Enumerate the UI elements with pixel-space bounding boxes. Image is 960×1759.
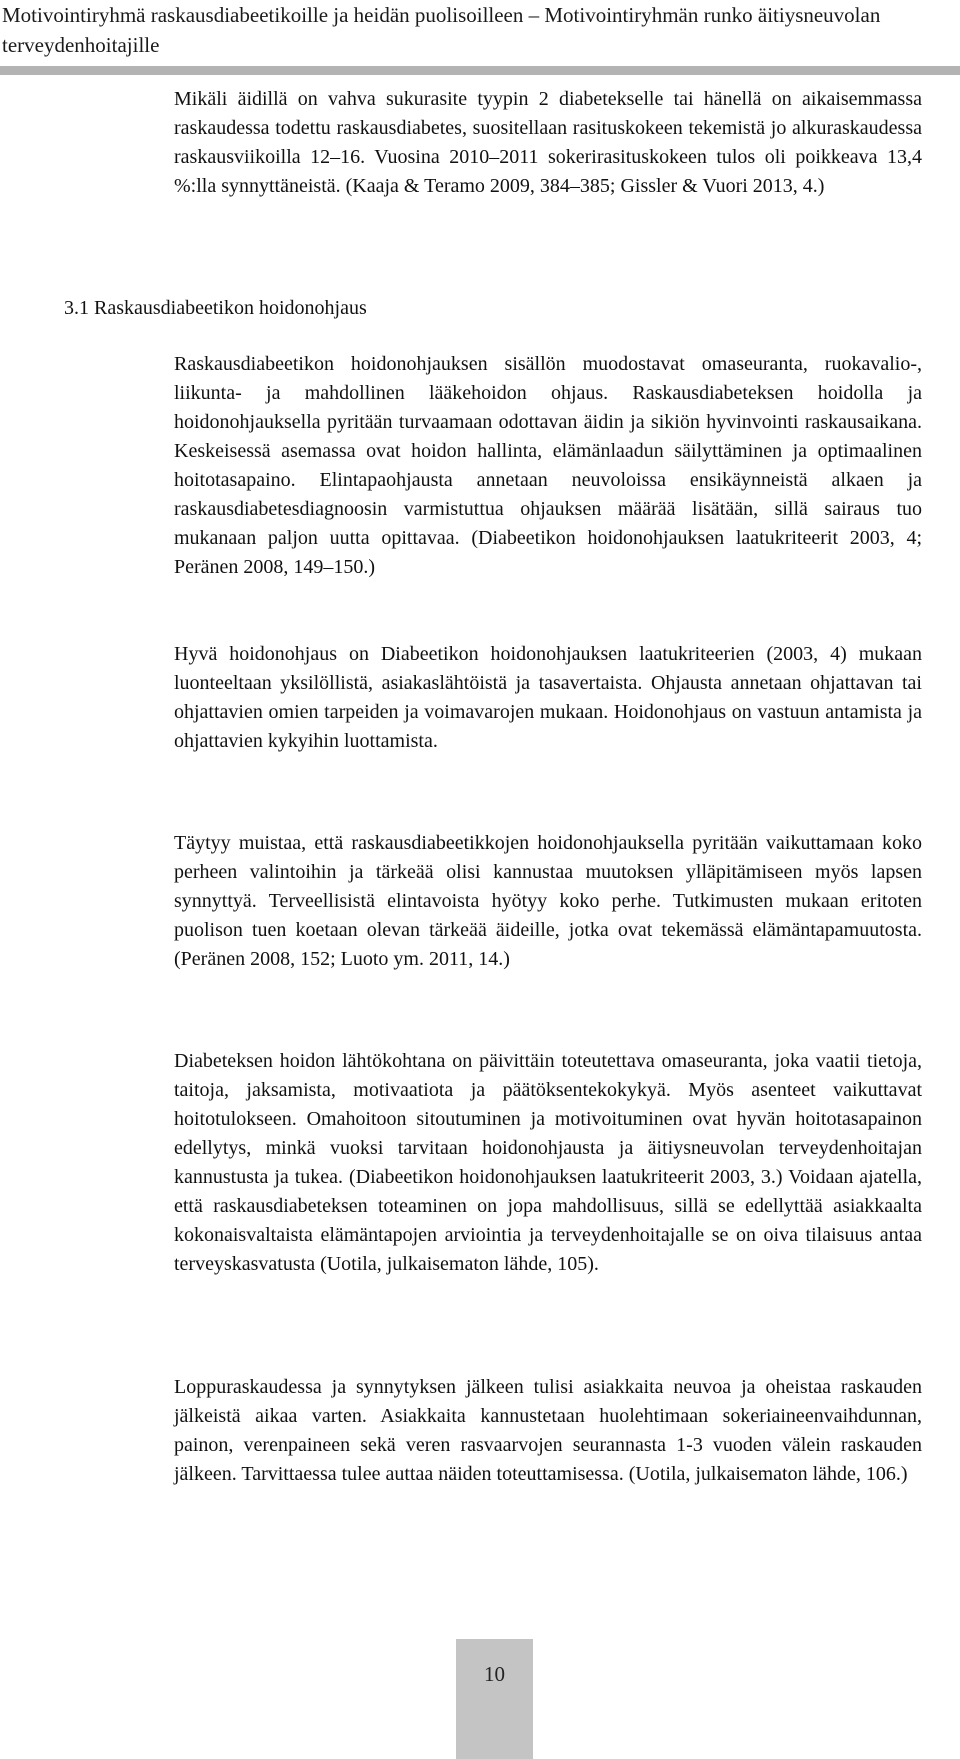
paragraph: Loppuraskaudessa ja synnytyksen jälkeen tulisi asiakkaita neuvoa ja oheistaa raskauden jälkeistä aikaa varten. Asiakkaita kannustetaan huolehtimaan sokeriaineenvaihdunnan, painon, verenpaineen sekä veren rasvaarvojen seurannasta 1-3 vuoden välein raskauden jälkeen. Tarvittaessa tulee auttaa näiden toteuttamisessa. (Uotila, julkaisematon lähde, 106.) [174, 1376, 922, 1485]
paragraph: Raskausdiabeetikon hoidonohjauksen sisällön muodostavat omaseuranta, ruokavalio-, liikunta- ja mahdollinen lääkehoidon ohjaus. Raskausdiabeteksen hoidolla ja hoidonohjauksella pyritään turvaamaan odottavan äidin ja sikiön hyvinvointi raskausaikana. Keskeisessä asemassa ovat hoidon hallinta, elämänlaadun säilyttäminen ja optimaalinen hoitotasapaino. Elintapaohjausta annetaan neuvoloissa ensikäynneistä alkaen ja raskausdiabetesdiagnoosin varmistuttua ohjauksen määrää lisätään, sillä sairaus tuo mukanaan paljon uutta opittavaa. (Diabeetikon hoidonohjauksen laatukriteerit 2003, 4; Peränen 2008, 149–150.) [174, 353, 922, 578]
page-number: 10 [484, 1662, 505, 1686]
paragraph: Diabeteksen hoidon lähtökohtana on päivittäin toteutettava omaseuranta, joka vaatii tietoja, taitoja, jaksamista, motivaatiota ja päätöksentekokykyä. Myös asenteet vaikuttavat hoitotulokseen. Omahoitoon sitoutuminen ja motivoituminen ovat hyvän hoitotasapainon edellytys, minkä vuoksi tarvitaan hoidonohjausta ja äitiysneuvolan terveydenhoitajan kannustusta ja tukea. (Diabeetikon hoidonohjauksen laatukriteerit 2003, 3.) Voidaan ajatella, että raskausdiabeteksen toteaminen on jopa mahdollisuus, sillä se edellyttää asiakkaalta kokonaisvaltaista elämäntapojen arviointia ja terveydenhoitajalle se on oiva tilaisuus antaa terveyskasvatusta (Uotila, julkaisematon lähde, 105). [174, 1050, 922, 1275]
paragraph: Hyvä hoidonohjaus on Diabeetikon hoidonohjauksen laatukriteerien (2003, 4) mukaan luonteeltaan yksilöllistä, asiakaslähtöistä ja tasavertaista. Ohjausta annetaan ohjattavan tai ohjattavien omien tarpeiden ja voimavarojen mukaan. Hoidonohjaus on vastuun antamista ja ohjattavien kykyihin luottamista. [174, 643, 922, 752]
paragraph: Täytyy muistaa, että raskausdiabeetikkojen hoidonohjauksella pyritään vaikuttamaan koko perheen valintoihin ja tärkeää olisi kannustaa muutoksen ylläpitämiseen myös lapsen synnyttyä. Terveellisistä elintavoista hyötyy koko perhe. Tutkimusten mukaan eritoten puolison tuen koetaan olevan tärkeää äideille, jotka ovat tekemässä elämäntapamuutosta. (Peränen 2008, 152; Luoto ym. 2011, 14.) [174, 832, 922, 970]
section-title: Raskausdiabeetikon hoidonohjaus [94, 297, 367, 319]
page-number-box [456, 1639, 533, 1759]
section-number: 3.1 [64, 297, 89, 319]
intro-paragraph: Mikäli äidillä on vahva sukurasite tyypin 2 diabetekselle tai hänellä on aikaisemmassa raskaudessa todettu raskausdiabetes, suositellaan rasituskokeen tekemistä jo alkuraskaudessa raskausviikoilla 12–16. Vuosina 2010–2011 sokerirasituskokeen tulos oli poikkeava 13,4 %:lla synnyttäneistä. (Kaaja & Teramo 2009, 384–385; Gissler & Vuori 2013, 4.) [174, 88, 922, 197]
header-rule [0, 66, 960, 75]
section-heading [0, 293, 960, 323]
running-header-title: Motivointiryhmä raskausdiabeetikoille ja heidän puolisoilleen – Motivointiryhmän runko äitiysneuvolan terveydenhoitajille [2, 3, 881, 57]
running-header [0, 0, 960, 75]
